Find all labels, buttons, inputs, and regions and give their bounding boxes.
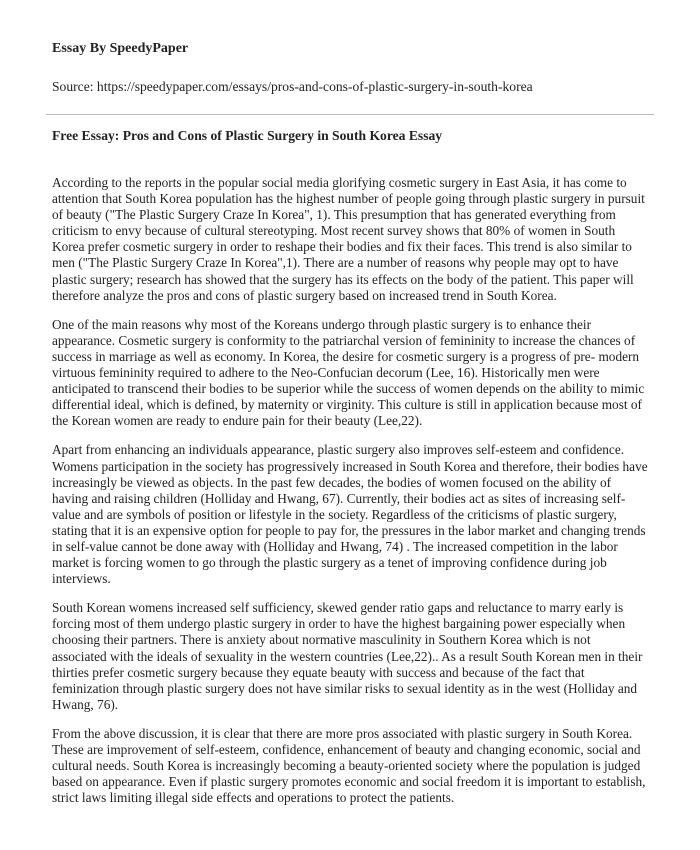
essay-paragraph: South Korean womens increased self sufficiency, skewed gender ratio gaps and reluctance to marry early is forcing most of them undergo plastic surgery in order to have the highest bargaining power especially when choosing their partners. There is anxiety about normative masculinity in Southern Korea which is not associated with the ideals of sexuality in the western countries (Lee,22).. As a result South Korean men in their thirties prefer cosmetic surgery because they equate beauty with success and because of the fact that feminization through plastic surgery does not have similar risks to sexual identity as in the west (Holliday and Hwang, 76).: [52, 600, 643, 712]
essay-paragraph: Apart from enhancing an individuals appearance, plastic surgery also improves self-esteem and confidence. Womens participation in the society has progressively increased in South Korea and therefore, their bodies have increasingly be viewed as objects. In the past few decades, the bodies of women focused on the ability of having and raising children (Holliday and Hwang, 67). Currently, their bodies act as sites of increasing self-value and are symbols of position or lifestyle in the society. Regardless of the criticisms of plastic surgery, stating that it is an expensive option for people to pay for, the pressures in the labor market and changing trends in self-value cannot be done away with (Holliday and Hwang, 74) . The increased competition in the labor market is forcing women to go through the plastic surgery as a tenet of improving confidence during job interviews.: [52, 442, 648, 587]
essay-paragraph: One of the main reasons why most of the Koreans undergo through plastic surgery is to enhance their appearance. Cosmetic surgery is conformity to the patriarchal version of femininity to increase the chances of success in marriage as well as economy. In Korea, the desire for cosmetic surgery is a progress of pre- modern virtuous femininity required to adhere to the Neo-Confucian decorum (Lee, 16). Historically men were anticipated to transcend their bodies to be superior while the success of women depends on the ability to mimic differential ideal, which is defined, by maternity or virginity. This culture is still in application because most of the Korean women are ready to endure pain for their beauty (Lee,22).: [52, 316, 645, 429]
site-title: Essay By SpeedyPaper: [52, 41, 189, 56]
essay-paragraph: According to the reports in the popular social media glorifying cosmetic surgery in East Asia, it has come to attention that South Korea population has the highest number of people going through plastic surgery in pursuit of beauty ("The Plastic Surgery Craze In Korea", 1). This presumption that has generated everything from criticism to envy because of cultural stereotyping. Most recent survey shows that 80% of women in South Korea prefer cosmetic surgery in order to reshape their bodies and fix their faces. This trend is also similar to men ("The Plastic Surgery Craze In Korea",1). There are a number of reasons why people may opt to have plastic surgery; research has showed that the surgery has its effects on the body of the patient. This paper will therefore analyze the pros and cons of plastic surgery based on increased trend in South Korea.: [52, 175, 645, 303]
essay-paragraph: From the above discussion, it is clear that there are more pros associated with plastic surgery in South Korea. These are improvement of self-esteem, confidence, enhancement of beauty and changing economic, social and cultural needs. South Korea is increasingly becoming a beauty-oriented society where the population is judged based on appearance. Even if plastic surgery promotes economic and social freedom it is important to establish, strict laws limiting illegal side effects and operations to protect the patients.: [52, 725, 646, 806]
essay-title: Free Essay: Pros and Cons of Plastic Surgery in South Korea Essay: [52, 128, 443, 143]
source-line: Source: https://speedypaper.com/essays/pros-and-cons-of-plastic-surgery-in-south-korea: [52, 79, 533, 94]
header-divider: [46, 114, 654, 115]
